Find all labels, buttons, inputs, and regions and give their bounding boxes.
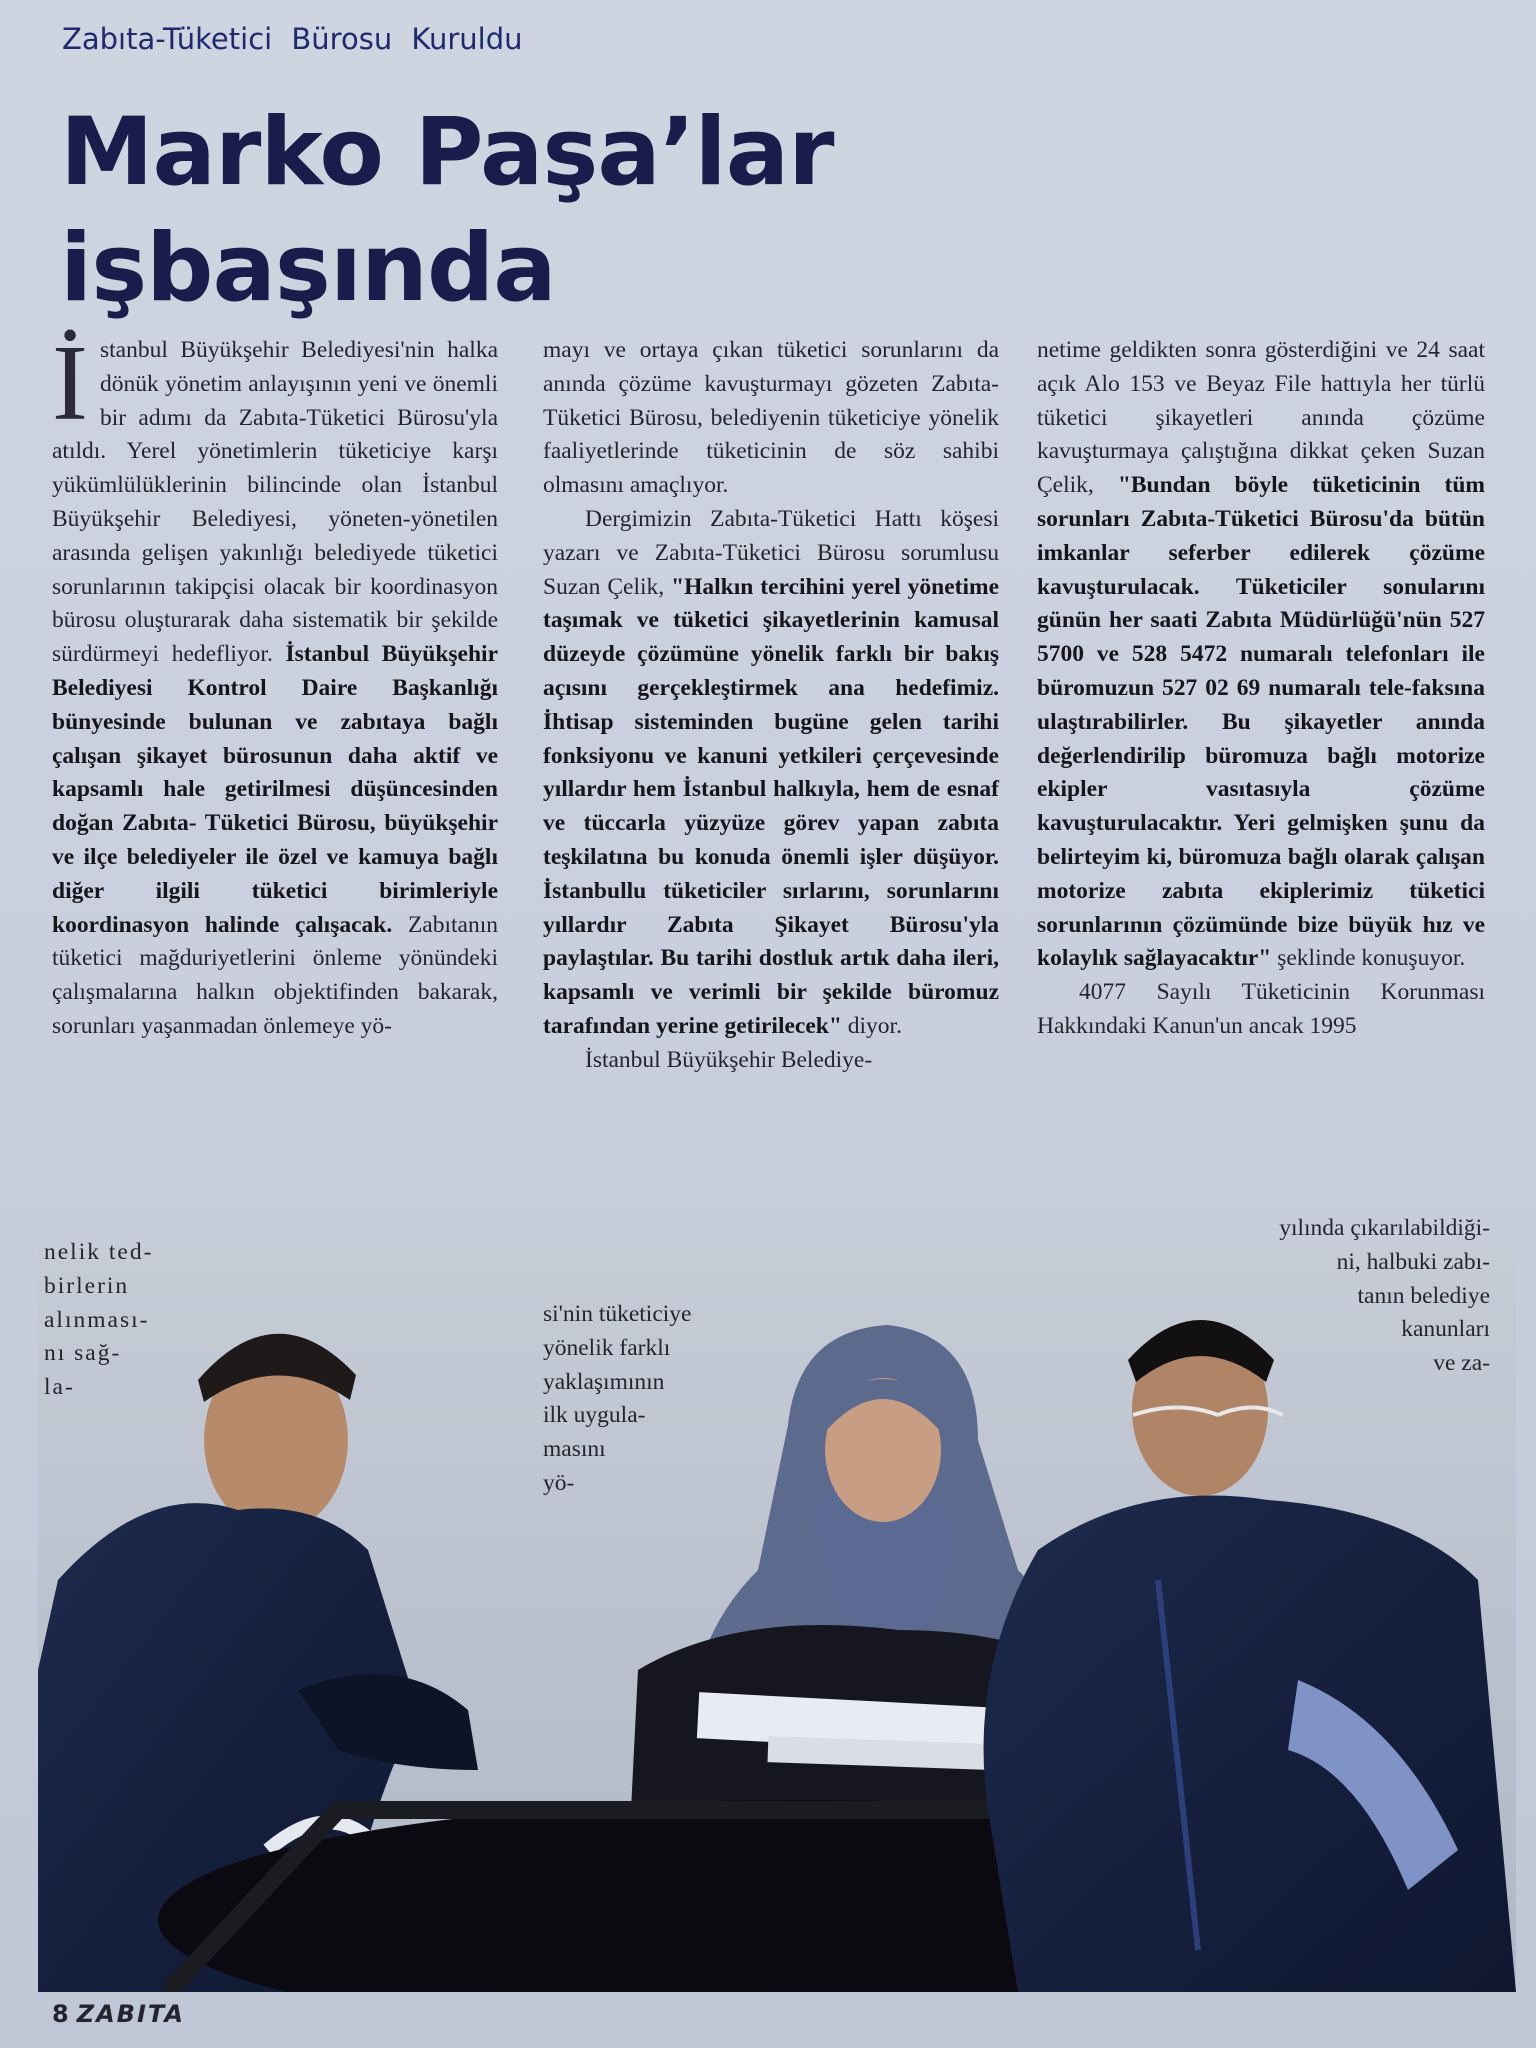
wrap-line: tanın belediye xyxy=(1357,1282,1490,1309)
col2-paragraph-2-end: diyor. xyxy=(847,1012,902,1039)
col1-paragraph-tail: Zabıtanın tüketici mağduriyetlerini önleme yönündeki çalışmalarına halkın objektifinden bakarak, sorunları yaşanmadan önlemeye yö- xyxy=(52,911,499,1039)
wrap-line: yılında çıkarılabildiği- xyxy=(1279,1215,1490,1241)
col1-wrap-lines xyxy=(44,1236,194,1405)
page-number: 8 xyxy=(52,2000,69,2028)
col3-paragraph-2: 4077 Sayılı Tüketicinin Korunması Hakkındaki Kanun'un ancak 1995 xyxy=(1037,979,1485,1039)
wrap-line: birlerin xyxy=(44,1272,130,1299)
col2-paragraph-2-intro: Dergimizin Zabıta-Tüketici Hattı köşesi yazarı ve Zabıta-Tüketici Bürosu sorumlusu Suzan Çelik, xyxy=(543,505,999,600)
wrap-line: yönelik farklı xyxy=(543,1334,671,1361)
wrap-line: alınması- xyxy=(44,1306,150,1333)
col3-paragraph-1-intro: netime geldikten sonra gösterdiğini ve 24 saat açık Alo 153 ve Beyaz File hattıyla her türlü tüketici şikayetleri anında çözüme kavuşturmaya çalıştığına dikkat çeken Suzan Çelik, xyxy=(1037,337,1485,499)
headline xyxy=(60,95,834,327)
drop-cap: İ xyxy=(52,324,88,443)
wrap-line: nelik ted- xyxy=(44,1239,154,1265)
headline-line-2: işbaşında xyxy=(60,214,556,323)
col1-paragraph-1: stanbul Büyükşehir Belediyesi'nin halka dönük yönetim anlayışının yeni ve önemli bir adımı da Zabıta-Tüketici Bürosu'yla atıldı. Yerel yönetimlerin tüketiciye karşı yükümlülüklerinin bilincinde olan İstanbul Büyükşehir Belediyesi, yöneten-yönetilen arasında gelişen yakınlığı belediyede tüketici sorunlarının takipçisi olacak bir koordinasyon bürosu oluşturarak daha sistematik bir şekilde sürdürmeyi hedefliyor. xyxy=(52,337,498,668)
kicker: Zabıta-Tüketici Bürosu Kuruldu xyxy=(62,22,523,56)
col2-paragraph-2 xyxy=(543,503,999,1044)
article-column-3 xyxy=(1037,334,1485,1044)
wrap-line: masını xyxy=(543,1436,606,1463)
col2-quote: "Halkın tercihini yerel yönetime taşımak ve tüketici şikayetlerinin kamusal düzeyde çözümüne yönelik farklı bir bakış açısını gerçekleştirmek ana hedefimiz. İhtisap sisteminden bugüne gelen tarihi fonksiyonu ve kanuni yetkileri çerçevesinde yıllardır hem İstanbul halkıyla, hem de esnaf ve tüccarla yüzyüze görev yapan zabıta teşkilatına bu konuda önemli işler düşüyor. İstanbullu tüketiciler sırlarını, sorunlarını yıllardır Zabıta Şikayet Bürosu'yla paylaştılar. Bu tarihi dostluk artık daha ileri, kapsamlı ve verimli bir şekilde büromuz tarafından yerine getirilecek" xyxy=(543,573,1000,1039)
wrap-line: la- xyxy=(44,1374,75,1401)
article-column-2 xyxy=(543,334,999,1078)
col3-quote: "Bundan böyle tüketicinin tüm sorunları Zabıta-Tüketici Bürosu'da bütün imkanlar seferber edilerek çözüme kavuşturulacak. Tüketiciler sonularını günün her saati Zabıta Müdürlüğü'nün 527 5700 ve 528 5472 numaralı telefonları ile büromuzun 527 02 69 numaralı tele-faksına ulaştırabilirler. Bu şikayetler anında değerlendirilip büromuza bağlı motorize ekipler vasıtasıyla çözüme kavuşturulacaktır. Yeri gelmişken şunu da belirteyim ki, büromuza bağlı olarak çalışan motorize zabıta ekiplerimiz tüketici sorunlarının çözümünde bize büyük hız ve kolaylık sağlayacaktır" xyxy=(1037,472,1485,972)
col3-paragraph-1-end: şeklinde konuşuyor. xyxy=(1277,945,1466,972)
col3-wrap-lines xyxy=(1190,1212,1490,1381)
wrap-line: si'nin tüketiciye xyxy=(543,1301,692,1327)
col2-wrap-lines xyxy=(543,1298,763,1501)
wrap-line: kanunları xyxy=(1401,1316,1490,1343)
magazine-name: ZABITA xyxy=(76,2000,185,2028)
page-footer xyxy=(52,2000,185,2028)
col1-paragraph-bold: İstanbul Büyükşehir Belediyesi Kontrol Daire Başkanlığı bünyesinde bulunan ve zabıtaya bağlı çalışan şikayet bürosunun daha aktif ve kapsamlı hale getirilmesi düşüncesinden doğan Zabıta- Tüketici Bürosu, büyükşehir ve ilçe belediyeler ile özel ve kamuya bağlı diğer ilgili tüketici birimleriyle koordinasyon halinde çalışacak. xyxy=(52,641,498,938)
col2-paragraph-1: mayı ve ortaya çıkan tüketici sorunlarını da anında çözüme kavuşturmayı gözeten Zabıta-Tüketici Bürosu, belediyenin tüketiciye yönelik faaliyetlerinde tüketicinin de söz sahibi olmasını amaçlıyor. xyxy=(543,337,999,499)
wrap-line: nı sağ- xyxy=(44,1340,122,1367)
article-column-1 xyxy=(52,324,499,1044)
col2-paragraph-3: İstanbul Büyükşehir Belediye- xyxy=(585,1046,873,1073)
wrap-line: ve za- xyxy=(1433,1350,1490,1377)
wrap-line: ni, halbuki zabı- xyxy=(1336,1248,1490,1275)
col3-paragraph-1 xyxy=(1037,334,1485,976)
headline-line-1: Marko Paşa’lar xyxy=(60,98,834,207)
wrap-line: yö- xyxy=(543,1469,575,1496)
wrap-line: ilk uygula- xyxy=(543,1402,646,1429)
wrap-line: yaklaşımının xyxy=(543,1368,665,1395)
